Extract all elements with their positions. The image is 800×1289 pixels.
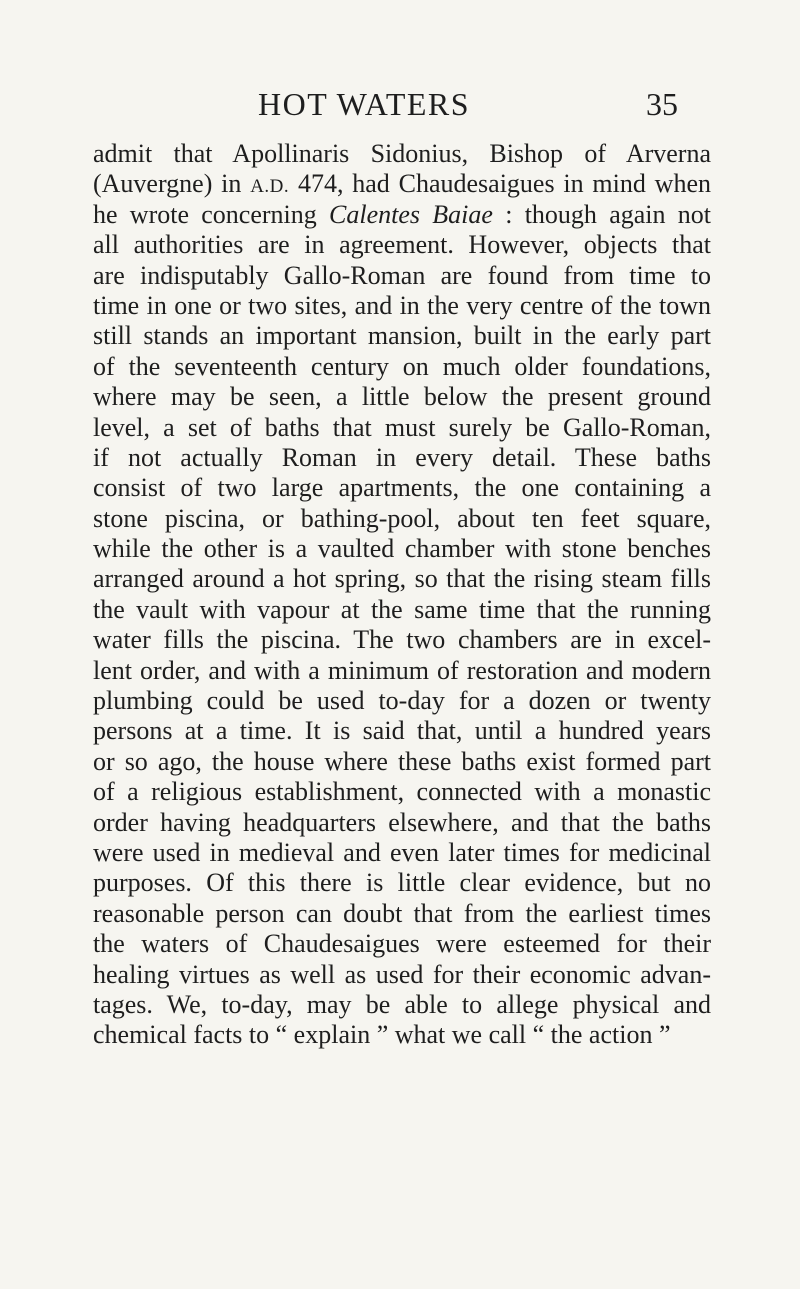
text-line-20: persons at a time. It is said that, until a hundred years bbox=[93, 716, 711, 746]
text-line-6: time in one or two sites, and in the very centre of the town bbox=[93, 290, 711, 320]
body-paragraph bbox=[93, 139, 711, 1051]
text-line-2-end: 474, had Chaudesaigues in mind when bbox=[289, 169, 711, 199]
text-line-5: are indisputably Gallo-Roman are found from time to bbox=[93, 260, 711, 290]
text-line-15: arranged around a hot spring, so that the rising steam fills bbox=[93, 564, 711, 594]
text-line-3-start: he wrote concerning bbox=[93, 199, 330, 229]
text-line-25: purposes. Of this there is little clear evidence, but no bbox=[93, 868, 711, 898]
text-line-2 bbox=[93, 169, 711, 199]
text-line-13: stone piscina, or bathing-pool, about ten feet square, bbox=[93, 503, 711, 533]
text-line-22: of a religious establishment, connected with a monastic bbox=[93, 777, 711, 807]
text-line-23: order having headquarters elsewhere, and that the baths bbox=[93, 807, 711, 837]
text-line-10: level, a set of baths that must surely be Gallo-Roman, bbox=[93, 412, 711, 442]
text-line-29: tages. We, to-day, may be able to allege physical and bbox=[93, 989, 711, 1019]
text-line-3-end: : though again not bbox=[492, 199, 711, 229]
text-line-8: of the seventeenth century on much older foundations, bbox=[93, 351, 711, 381]
era-abbreviation: A.D. bbox=[250, 176, 290, 198]
text-line-9: where may be seen, a little below the present ground bbox=[93, 382, 711, 412]
text-line-16: the vault with vapour at the same time that the running bbox=[93, 594, 711, 624]
text-line-27: the waters of Chaudesaigues were esteemed for their bbox=[93, 929, 711, 959]
text-line-14: while the other is a vaulted chamber with stone benches bbox=[93, 534, 711, 564]
text-line-30: chemical facts to “ explain ” what we call “ the action ” bbox=[93, 1020, 671, 1050]
text-line-18: lent order, and with a minimum of restoration and modern bbox=[93, 655, 711, 685]
text-line-17: water fills the piscina. The two chambers are in excel- bbox=[93, 625, 711, 655]
text-line-24: were used in medieval and even later times for medicinal bbox=[93, 837, 711, 867]
text-line-3 bbox=[93, 200, 711, 230]
running-head bbox=[0, 84, 800, 124]
text-line-11: if not actually Roman in every detail. These baths bbox=[93, 442, 711, 472]
text-line-26: reasonable person can doubt that from the earliest times bbox=[93, 898, 711, 928]
text-line-28: healing virtues as well as used for their economic advan- bbox=[93, 959, 711, 989]
text-line-2-start: (Auvergne) in bbox=[93, 169, 251, 199]
text-line-1: admit that Apollinaris Sidonius, Bishop of Arverna bbox=[93, 139, 711, 168]
text-line-19: plumbing could be used to-day for a dozen or twenty bbox=[93, 686, 711, 716]
latin-title: Calentes Baiae bbox=[329, 199, 493, 229]
text-line-12: consist of two large apartments, the one containing a bbox=[93, 473, 711, 503]
text-line-7: still stands an important mansion, built in the early part bbox=[93, 321, 711, 351]
text-line-21: or so ago, the house where these baths exist formed part bbox=[93, 746, 711, 776]
running-head-title: HOT WATERS bbox=[258, 86, 471, 122]
text-line-4: all authorities are in agreement. However, objects that bbox=[93, 230, 711, 260]
page-number: 35 bbox=[646, 86, 678, 122]
